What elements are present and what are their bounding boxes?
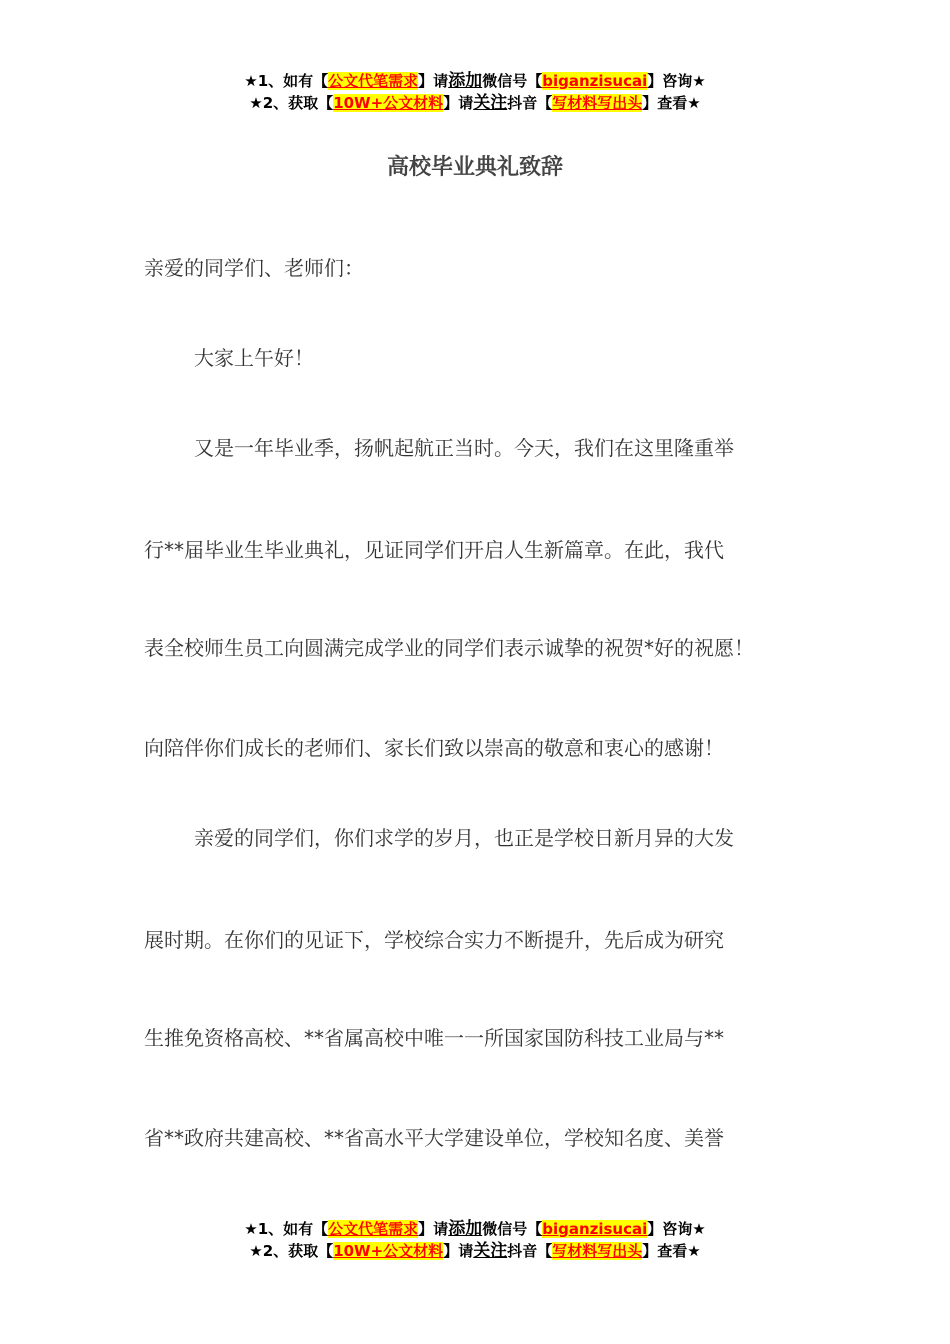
banner-emphasis: 添加 bbox=[448, 1219, 483, 1239]
banner-line-1 bbox=[0, 70, 950, 92]
paragraph-line: 向陪伴你们成长的老师们、家长们致以崇高的敬意和衷心的感谢！ bbox=[144, 736, 724, 760]
paragraph-line: 又是一年毕业季，扬帆起航正当时。今天，我们在这里隆重举 bbox=[194, 436, 734, 460]
salutation: 亲爱的同学们、老师们： bbox=[144, 256, 364, 280]
banner-line-2 bbox=[0, 1240, 950, 1262]
banner-text: 抖音【 bbox=[507, 94, 553, 112]
paragraph-line: 展时期。在你们的见证下，学校综合实力不断提升，先后成为研究 bbox=[144, 928, 724, 952]
paragraph-line: 亲爱的同学们，你们求学的岁月，也正是学校日新月异的大发 bbox=[194, 826, 734, 850]
banner-line-2 bbox=[0, 92, 950, 114]
banner-line-1 bbox=[0, 1218, 950, 1240]
paragraph-line: 表全校师生员工向圆满完成学业的同学们表示诚挚的祝贺*好的祝愿！ bbox=[144, 636, 754, 660]
header-banner bbox=[0, 70, 950, 114]
banner-douyin-id: 写材料写出头 bbox=[552, 94, 643, 112]
banner-text: 】请 bbox=[418, 72, 449, 90]
paragraph-line: 大家上午好！ bbox=[194, 346, 314, 370]
banner-wechat-id: biganzisucai bbox=[542, 1220, 648, 1238]
banner-highlight: 10W+公文材料 bbox=[333, 94, 444, 112]
banner-text: 抖音【 bbox=[507, 1242, 553, 1260]
document-title: 高校毕业典礼致辞 bbox=[386, 155, 563, 180]
banner-text: 】咨询★ bbox=[647, 1220, 706, 1238]
paragraph-line: 行**届毕业生毕业典礼，见证同学们开启人生新篇章。在此，我代 bbox=[144, 538, 724, 562]
banner-text: 微信号【 bbox=[482, 1220, 543, 1238]
banner-highlight: 公文代笔需求 bbox=[328, 72, 419, 90]
banner-wechat-id: biganzisucai bbox=[542, 72, 648, 90]
banner-text: 】请 bbox=[443, 94, 474, 112]
banner-highlight: 10W+公文材料 bbox=[333, 1242, 444, 1260]
banner-text: 】查看★ bbox=[642, 94, 701, 112]
banner-emphasis: 关注 bbox=[473, 1241, 508, 1261]
banner-emphasis: 关注 bbox=[473, 93, 508, 113]
banner-douyin-id: 写材料写出头 bbox=[552, 1242, 643, 1260]
footer-banner bbox=[0, 1218, 950, 1262]
banner-text: 】查看★ bbox=[642, 1242, 701, 1260]
banner-text: 微信号【 bbox=[482, 72, 543, 90]
banner-text: 】请 bbox=[418, 1220, 449, 1238]
banner-text: 】请 bbox=[443, 1242, 474, 1260]
banner-highlight: 公文代笔需求 bbox=[328, 1220, 419, 1238]
paragraph-line: 生推免资格高校、**省属高校中唯一一所国家国防科技工业局与** bbox=[144, 1026, 724, 1050]
banner-text: ★2、获取【 bbox=[249, 94, 334, 112]
banner-emphasis: 添加 bbox=[448, 71, 483, 91]
banner-text: ★1、如有【 bbox=[244, 72, 329, 90]
banner-text: ★1、如有【 bbox=[244, 1220, 329, 1238]
banner-text: 】咨询★ bbox=[647, 72, 706, 90]
banner-text: ★2、获取【 bbox=[249, 1242, 334, 1260]
paragraph-line: 省**政府共建高校、**省高水平大学建设单位，学校知名度、美誉 bbox=[144, 1126, 724, 1150]
